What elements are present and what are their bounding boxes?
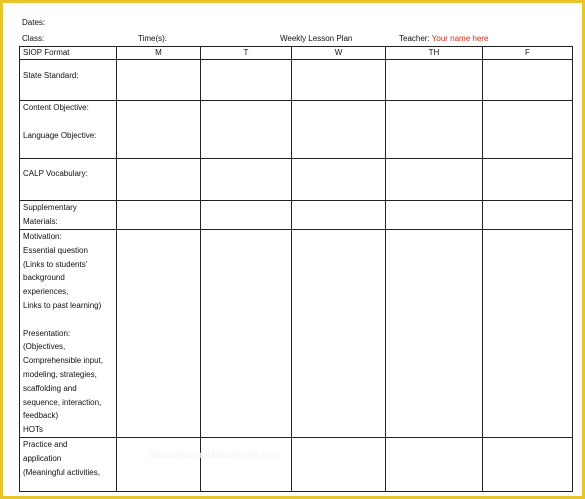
teacher-field — [399, 34, 488, 44]
day-header-tuesday: T — [201, 47, 292, 60]
page-title: Weekly Lesson Plan — [280, 34, 353, 43]
row-label-line: experiences, — [23, 287, 69, 297]
plan-cell-motivation-presentation-tuesday[interactable] — [201, 230, 292, 438]
table-row-motivation-presentation — [20, 230, 573, 438]
row-label-line: background — [23, 273, 65, 283]
row-label-objectives — [20, 101, 117, 159]
lesson-plan-table — [19, 46, 573, 492]
row-label-calp-vocabulary — [20, 159, 117, 201]
table-header-row — [20, 47, 573, 60]
plan-cell-motivation-presentation-thursday[interactable] — [386, 230, 483, 438]
row-label-line: Materials: — [23, 216, 58, 226]
plan-cell-supplementary-materials-thursday[interactable] — [386, 201, 483, 230]
times-label: Time(s): — [138, 34, 168, 43]
row-label-supplementary-materials — [20, 201, 117, 230]
plan-cell-calp-vocabulary-friday[interactable] — [483, 159, 573, 201]
plan-cell-calp-vocabulary-thursday[interactable] — [386, 159, 483, 201]
plan-cell-state-standard-monday[interactable] — [117, 60, 201, 101]
day-header-friday: F — [483, 47, 573, 60]
plan-cell-supplementary-materials-tuesday[interactable] — [201, 201, 292, 230]
plan-cell-supplementary-materials-wednesday[interactable] — [292, 201, 386, 230]
row-label-line: Language Objective: — [23, 130, 97, 140]
plan-cell-state-standard-wednesday[interactable] — [292, 60, 386, 101]
table-row-practice-application — [20, 437, 573, 491]
day-header-monday: M — [117, 47, 201, 60]
plan-cell-objectives-friday[interactable] — [483, 101, 573, 159]
plan-cell-practice-application-wednesday[interactable] — [292, 437, 386, 491]
teacher-label: Teacher: — [399, 34, 430, 43]
row-label-line: (Links to students' — [23, 259, 88, 269]
table-row-calp-vocabulary — [20, 159, 573, 201]
watermark: www.lessonplantemplate.com — [149, 450, 281, 461]
row-label-line: Comprehensible input, — [23, 356, 104, 366]
plan-cell-motivation-presentation-monday[interactable] — [117, 230, 201, 438]
plan-cell-supplementary-materials-friday[interactable] — [483, 201, 573, 230]
plan-cell-practice-application-tuesday[interactable] — [201, 437, 292, 491]
row-label-state-standard — [20, 60, 117, 101]
day-header-wednesday: W — [292, 47, 386, 60]
plan-cell-practice-application-thursday[interactable] — [386, 437, 483, 491]
row-label-line: Links to past learning) — [23, 300, 102, 310]
line-spacer — [23, 313, 116, 327]
row-label-line: Content Objective: — [23, 103, 89, 112]
row-label-line: (Objectives, — [23, 342, 66, 352]
row-label-line: feedback) — [23, 411, 59, 421]
plan-cell-supplementary-materials-monday[interactable] — [117, 201, 201, 230]
row-label-line: Practice and — [23, 439, 68, 449]
row-label-line: modeling, strategies, — [23, 369, 97, 379]
class-label: Class: — [22, 34, 45, 43]
plan-cell-calp-vocabulary-wednesday[interactable] — [292, 159, 386, 201]
siop-format-header: SIOP Format — [20, 47, 117, 60]
row-label-line: sequence, interaction, — [23, 397, 102, 407]
row-label-line: Presentation: — [23, 328, 71, 338]
row-label-line: Motivation: — [23, 232, 62, 241]
row-label-line: State Standard: — [23, 71, 79, 80]
table-row-state-standard — [20, 60, 573, 101]
plan-cell-state-standard-tuesday[interactable] — [201, 60, 292, 101]
plan-cell-motivation-presentation-friday[interactable] — [483, 230, 573, 438]
row-label-line: (Meaningful activities, — [23, 467, 100, 477]
row-label-line: application — [23, 453, 62, 463]
row-label-motivation-presentation — [20, 230, 117, 438]
plan-cell-calp-vocabulary-monday[interactable] — [117, 159, 201, 201]
line-spacer — [23, 115, 116, 129]
plan-cell-motivation-presentation-wednesday[interactable] — [292, 230, 386, 438]
row-label-line: scaffolding and — [23, 383, 77, 393]
plan-cell-objectives-monday[interactable] — [117, 101, 201, 159]
plan-cell-state-standard-thursday[interactable] — [386, 60, 483, 101]
row-label-line: HOTs — [23, 425, 43, 435]
table-row-supplementary-materials — [20, 201, 573, 230]
plan-cell-calp-vocabulary-tuesday[interactable] — [201, 159, 292, 201]
day-header-thursday: TH — [386, 47, 483, 60]
plan-cell-objectives-wednesday[interactable] — [292, 101, 386, 159]
row-label-line: Essential question — [23, 245, 88, 255]
teacher-name: Your name here — [431, 34, 489, 43]
dates-label: Dates: — [22, 18, 46, 27]
row-label-practice-application — [20, 437, 117, 491]
plan-cell-objectives-thursday[interactable] — [386, 101, 483, 159]
plan-cell-practice-application-monday[interactable] — [117, 437, 201, 491]
plan-cell-objectives-tuesday[interactable] — [201, 101, 292, 159]
table-row-objectives — [20, 101, 573, 159]
row-label-line: CALP Vocabulary: — [23, 169, 88, 178]
row-label-line: Supplementary — [23, 203, 77, 212]
plan-cell-practice-application-friday[interactable] — [483, 437, 573, 491]
plan-cell-state-standard-friday[interactable] — [483, 60, 573, 101]
